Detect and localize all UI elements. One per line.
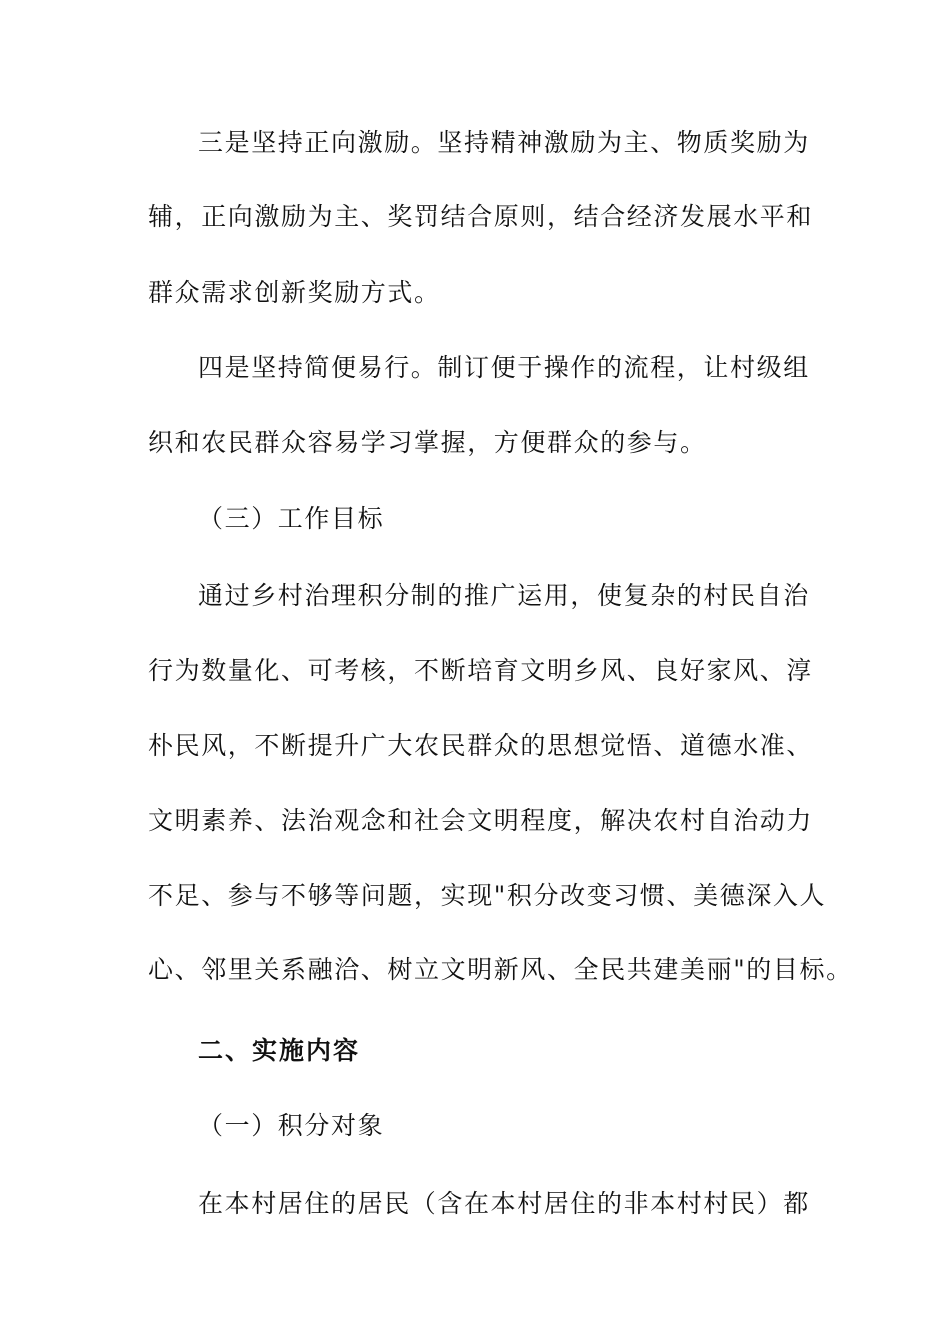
paragraph-target-line-1: 在本村居住的居民（含在本村居住的非本村村民）都 bbox=[198, 1189, 810, 1218]
paragraph-goals-line-3: 朴民风，不断提升广大农民群众的思想觉悟、道德水准、 bbox=[148, 731, 814, 760]
paragraph-principle-3-line-2: 辅，正向激励为主、奖罚结合原则，结合经济发展水平和 bbox=[148, 202, 814, 231]
paragraph-goals-line-4: 文明素养、法治观念和社会文明程度，解决农村自治动力 bbox=[148, 806, 814, 835]
section-heading-work-goals: （三）工作目标 bbox=[198, 504, 385, 533]
paragraph-goals-line-2: 行为数量化、可考核，不断培育文明乡风、良好家风、淳 bbox=[148, 656, 814, 685]
paragraph-principle-4-line-2: 织和农民群众容易学习掌握，方便群众的参与。 bbox=[148, 428, 707, 457]
paragraph-principle-4-line-1: 四是坚持简便易行。制订便于操作的流程，让村级组 bbox=[198, 353, 810, 382]
paragraph-principle-3-line-1: 三是坚持正向激励。坚持精神激励为主、物质奖励为 bbox=[198, 128, 810, 157]
paragraph-goals-line-1: 通过乡村治理积分制的推广运用，使复杂的村民自治 bbox=[198, 581, 810, 610]
section-heading-points-target: （一）积分对象 bbox=[198, 1111, 385, 1140]
paragraph-goals-line-6: 心、邻里关系融洽、树立文明新风、全民共建美丽"的目标。 bbox=[148, 955, 853, 984]
paragraph-goals-line-5: 不足、参与不够等问题，实现"积分改变习惯、美德深入人 bbox=[148, 881, 827, 910]
paragraph-principle-3-line-3: 群众需求创新奖励方式。 bbox=[148, 278, 441, 307]
chapter-heading-implementation: 二、实施内容 bbox=[198, 1036, 361, 1065]
